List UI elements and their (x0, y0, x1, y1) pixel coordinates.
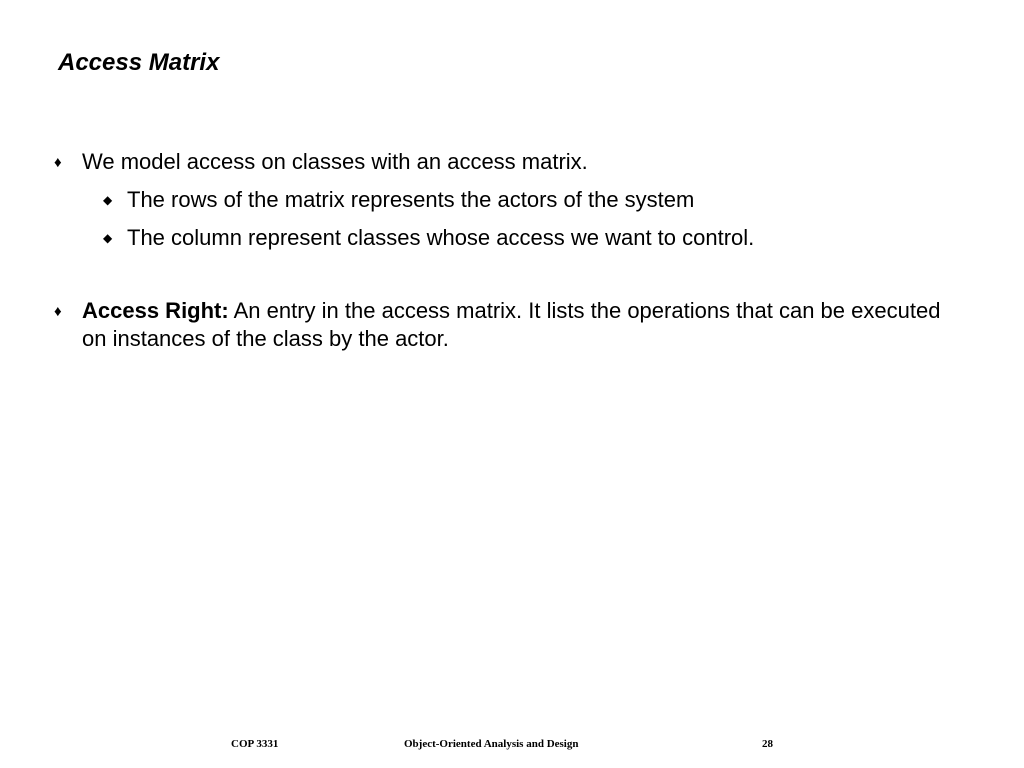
bullet-text: We model access on classes with an access matrix. (82, 149, 588, 174)
sub-bullet-item (103, 186, 695, 214)
sub-bullet-text: The rows of the matrix represents the actors of the system (127, 187, 695, 212)
sub-bullet-item (103, 224, 755, 252)
bullet-item (54, 148, 962, 176)
footer-page-number: 28 (762, 738, 773, 750)
footer-course-title: Object-Oriented Analysis and Design (404, 738, 579, 750)
small-diamond-bullet-icon: ◆ (103, 193, 113, 207)
slide-title: Access Matrix (58, 49, 220, 76)
footer-course-code: COP 3331 (231, 738, 279, 750)
diamond-bullet-icon: ♦ (54, 303, 62, 320)
bullet-item (54, 297, 962, 353)
sub-bullet-text: The column represent classes whose access we want to control. (127, 225, 755, 250)
small-diamond-bullet-icon: ◆ (103, 231, 113, 245)
bullet-lead-term: Access Right: (82, 298, 229, 323)
diamond-bullet-icon: ♦ (54, 154, 62, 171)
bullet-text: An entry in the access matrix. It lists the operations that can be executed on instances of the class by the actor. (82, 298, 941, 351)
